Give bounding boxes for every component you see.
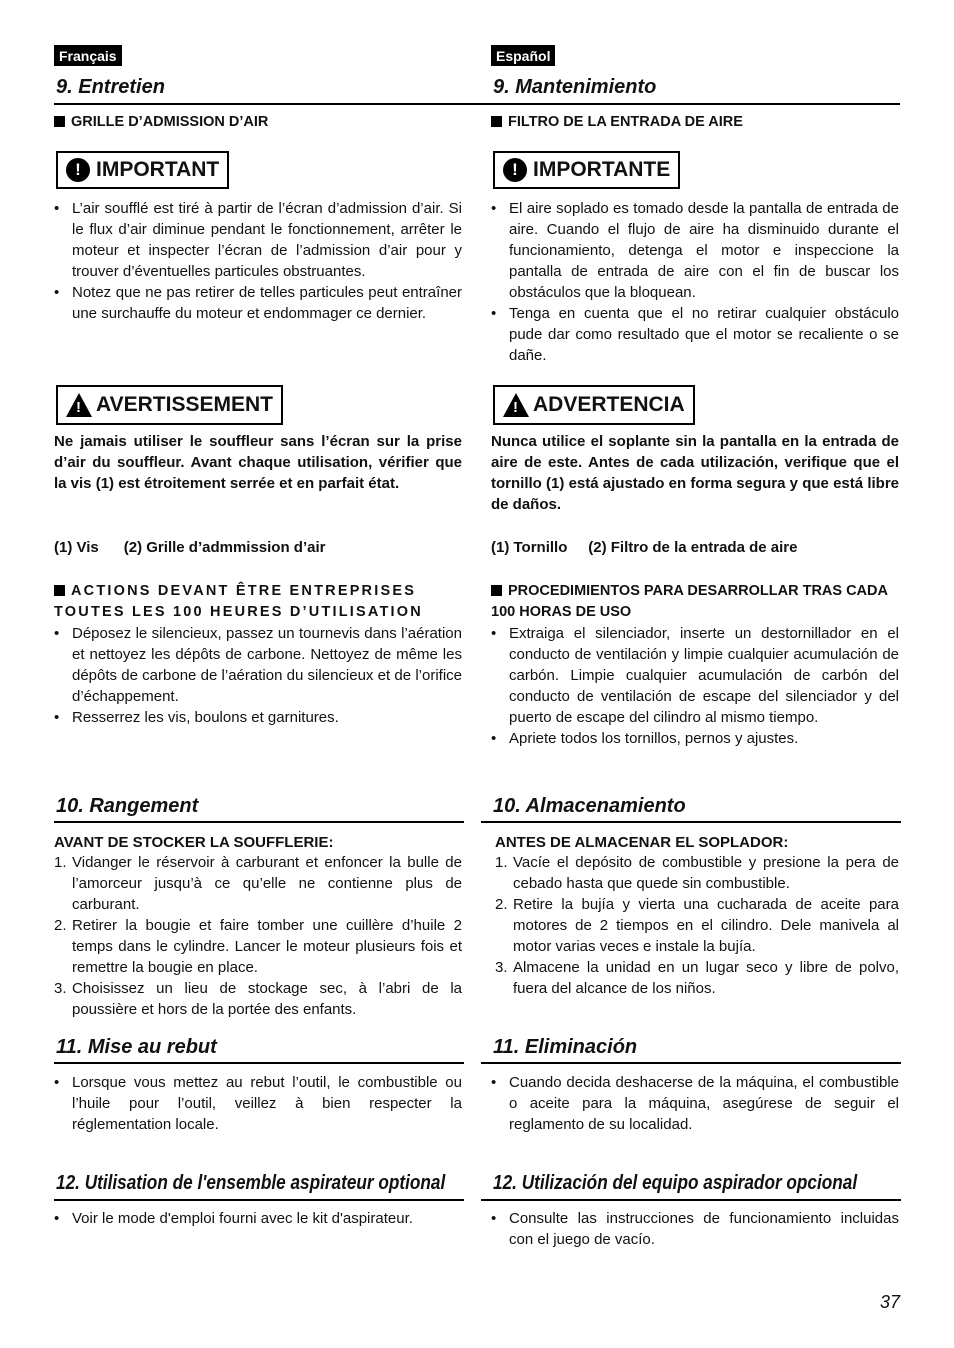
important-list bbox=[491, 198, 899, 366]
subsection-air-intake-label: GRILLE D’ADMISSION D’AIR bbox=[71, 114, 269, 130]
list-item-text: Retire la bujía y vierta una cucharada de aceite para motores de 2 tiempos en el cilindro. Dele manivela al motor varias veces e instale la bujía. bbox=[513, 896, 899, 955]
section-divider bbox=[54, 1062, 464, 1064]
list-item: • Lorsque vous mettez au rebut l’outil, le combustible ou l’huile pour l’outil, veillez à bien respecter la réglementation locale. bbox=[54, 1072, 462, 1135]
storage-heading: AVANT DE STOCKER LA SOUFFLERIE: bbox=[54, 834, 334, 851]
part-2-label: (2) Filtro de la entrada de aire bbox=[588, 539, 798, 556]
exclamation-icon: ! bbox=[503, 158, 527, 182]
page-number: 37 bbox=[879, 1292, 900, 1312]
list-item: 1. Vidanger le réservoir à carburant et enfoncer la bulle de l’amorceur jusqu’à ce qu’elle ne contienne plus de carburant. bbox=[54, 854, 462, 913]
disposal-list bbox=[491, 1072, 899, 1135]
important-label: IMPORTANTE bbox=[533, 158, 671, 181]
section-divider bbox=[481, 1062, 901, 1064]
warning-text: Nunca utilice el soplante sin la pantalla en la entrada de aire de este. Antes de cada utilización, verifique que el tornillo (1) está ajustado en forma segura y que está libre de daños. bbox=[491, 433, 899, 513]
storage-heading: ANTES DE ALMACENAR EL SOPLADOR: bbox=[495, 834, 789, 851]
list-item: • Apriete todos los tornillos, pernos y ajustes. bbox=[491, 728, 899, 749]
list-item: • Resserrez les vis, boulons et garnitures. bbox=[54, 707, 462, 728]
list-item-text: Vacíe el depósito de combustible y presione la pera de cebado hasta que quede sin combustible. bbox=[513, 854, 899, 892]
list-item: 3. Almacene la unidad en un lugar seco y libre de polvo, fuera del alcance de los niños. bbox=[495, 959, 899, 997]
list-item: • El aire soplado es tomado desde la pantalla de entrada de aire. Cuando el flujo de aire ha disminuido durante el funcionamiento, detenga el motor e inspeccione la pantalla de entrada de aire con el fin de buscar los obstáculos que la bloquean. bbox=[491, 198, 899, 303]
list-item: • Consulte las instrucciones de funcionamiento incluidas con el juego de vacío. bbox=[491, 1208, 899, 1250]
part-2-label: (2) Grille d’admmission d’air bbox=[123, 539, 326, 556]
language-tab-spanish: Español bbox=[491, 45, 555, 66]
subsection-100h-label: PROCEDIMIENTOS PARA DESARROLLAR TRAS CADA 100 HORAS DE USO bbox=[491, 583, 888, 620]
parts-legend bbox=[491, 537, 899, 558]
list-item-text: Vidanger le réservoir à carburant et enfoncer la bulle de l’amorceur jusqu’à ce qu’elle ne contienne plus de carburant. bbox=[72, 854, 462, 913]
section-divider bbox=[481, 821, 901, 823]
vacuum-list bbox=[54, 1208, 462, 1229]
list-item-text: Retirer la bougie et faire tomber une cuillère d’huile 2 temps dans le cylindre. Lancer le moteur plusieurs fois et remettre la bougie en place. bbox=[72, 917, 462, 976]
list-item: 3. Choisissez un lieu de stockage sec, à l’abri de la poussière et hors de la portée des enfants. bbox=[54, 980, 462, 1018]
list-item: • Voir le mode d'emploi fourni avec le kit d'aspirateur. bbox=[54, 1208, 462, 1229]
section-10-title: 10. Rangement bbox=[56, 795, 199, 817]
warning-triangle-icon: ! bbox=[503, 393, 529, 417]
language-tab-french: Français bbox=[54, 45, 122, 66]
section-9-title: 9. Entretien bbox=[56, 76, 165, 98]
section-11-title: 11. Eliminación bbox=[493, 1036, 638, 1058]
storage-list bbox=[495, 852, 899, 999]
section-9-title: 9. Mantenimiento bbox=[493, 76, 657, 98]
section-divider bbox=[54, 1199, 464, 1201]
subsection-100h bbox=[54, 581, 462, 623]
warning-label: ADVERTENCIA bbox=[533, 393, 685, 416]
important-box bbox=[56, 151, 229, 189]
section-divider bbox=[481, 1199, 901, 1201]
list-item: 2. Retire la bujía y vierta una cucharada de aceite para motores de 2 tiempos en el cilindro. Dele manivela al motor varias veces e instale la bujía. bbox=[495, 896, 899, 955]
part-1-label: (1) Vis bbox=[54, 539, 99, 556]
warning-triangle-icon: ! bbox=[66, 393, 92, 417]
subsection-air-intake bbox=[54, 114, 268, 130]
list-item: 1. Vacíe el depósito de combustible y presione la pera de cebado hasta que quede sin combustible. bbox=[495, 854, 899, 892]
section-12-title: 12. Utilisation de l'ensemble aspirateur optional bbox=[56, 1172, 446, 1194]
important-label: IMPORTANT bbox=[96, 158, 220, 181]
list-item-text: Almacene la unidad en un lugar seco y libre de polvo, fuera del alcance de los niños. bbox=[513, 959, 899, 997]
subsection-100h bbox=[491, 581, 899, 623]
list-item: • Notez que ne pas retirer de telles particules peut entraîner une surchauffe du moteur et endommager ce dernier. bbox=[54, 282, 462, 324]
warning-box bbox=[493, 385, 695, 425]
section-divider bbox=[54, 821, 464, 823]
warning-box bbox=[56, 385, 283, 425]
list-100h bbox=[54, 623, 462, 728]
section-11-title: 11. Mise au rebut bbox=[56, 1036, 217, 1058]
subsection-air-intake-label: FILTRO DE LA ENTRADA DE AIRE bbox=[508, 114, 743, 130]
subsection-air-intake bbox=[491, 114, 743, 130]
list-100h bbox=[491, 623, 899, 749]
list-item-text: Choisissez un lieu de stockage sec, à l’abri de la poussière et hors de la portée des enfants. bbox=[72, 980, 462, 1018]
section-9-divider bbox=[54, 103, 900, 105]
spanish-column bbox=[491, 45, 899, 1248]
section-12-title: 12. Utilización del equipo aspirador opcional bbox=[493, 1172, 858, 1194]
list-item: • Tenga en cuenta que el no retirar cualquier obstáculo pude dar como resultado que el motor se recaliente o se dañe. bbox=[491, 303, 899, 366]
exclamation-icon: ! bbox=[66, 158, 90, 182]
disposal-list bbox=[54, 1072, 462, 1135]
list-item: • Déposez le silencieux, passez un tournevis dans l’aération et nettoyez les dépôts de carbone. Nettoyez de même les dépôts de carbone de l’aération du silencieux et de l’orifice d’échappement. bbox=[54, 623, 462, 707]
french-column bbox=[54, 45, 462, 1227]
parts-legend bbox=[54, 537, 462, 558]
list-item: • Cuando decida deshacerse de la máquina, el combustible o aceite para la máquina, asegúrese de seguir el reglamento de su localidad. bbox=[491, 1072, 899, 1135]
warning-text: Ne jamais utiliser le souffleur sans l’écran sur la prise d’air du souffleur. Avant chaque utilisation, vérifier que la vis (1) est étroitement serrée et en parfait état. bbox=[54, 433, 462, 492]
important-box bbox=[493, 151, 680, 189]
warning-label: AVERTISSEMENT bbox=[96, 393, 273, 416]
vacuum-list bbox=[491, 1208, 899, 1250]
list-item: • Extraiga el silenciador, inserte un destornillador en el conducto de ventilación y limpie cualquier acumulación de carbón. Limpie cualquier acumulación de carbón del conducto de ventilación de escape del silenciador y del puerto de escape del cilindro al mismo tiempo. bbox=[491, 623, 899, 728]
storage-list bbox=[54, 852, 462, 1020]
list-item: 2. Retirer la bougie et faire tomber une cuillère d’huile 2 temps dans le cylindre. Lancer le moteur plusieurs fois et remettre la bougie en place. bbox=[54, 917, 462, 976]
section-10-title: 10. Almacenamiento bbox=[493, 795, 686, 817]
list-item: • L’air soufflé est tiré à partir de l’écran d’admission d’air. Si le flux d’air diminue pendant le fonctionnement, arrêter le moteur et inspecter l’écran de l’admission d’air pour y trouver d’éventuelles particules obstruantes. bbox=[54, 198, 462, 282]
part-1-label: (1) Tornillo bbox=[491, 539, 568, 556]
important-list bbox=[54, 198, 462, 324]
subsection-100h-label: ACTIONS DEVANT ÊTRE ENTREPRISES TOUTES LES 100 HEURES D’UTILISATION bbox=[54, 583, 423, 620]
